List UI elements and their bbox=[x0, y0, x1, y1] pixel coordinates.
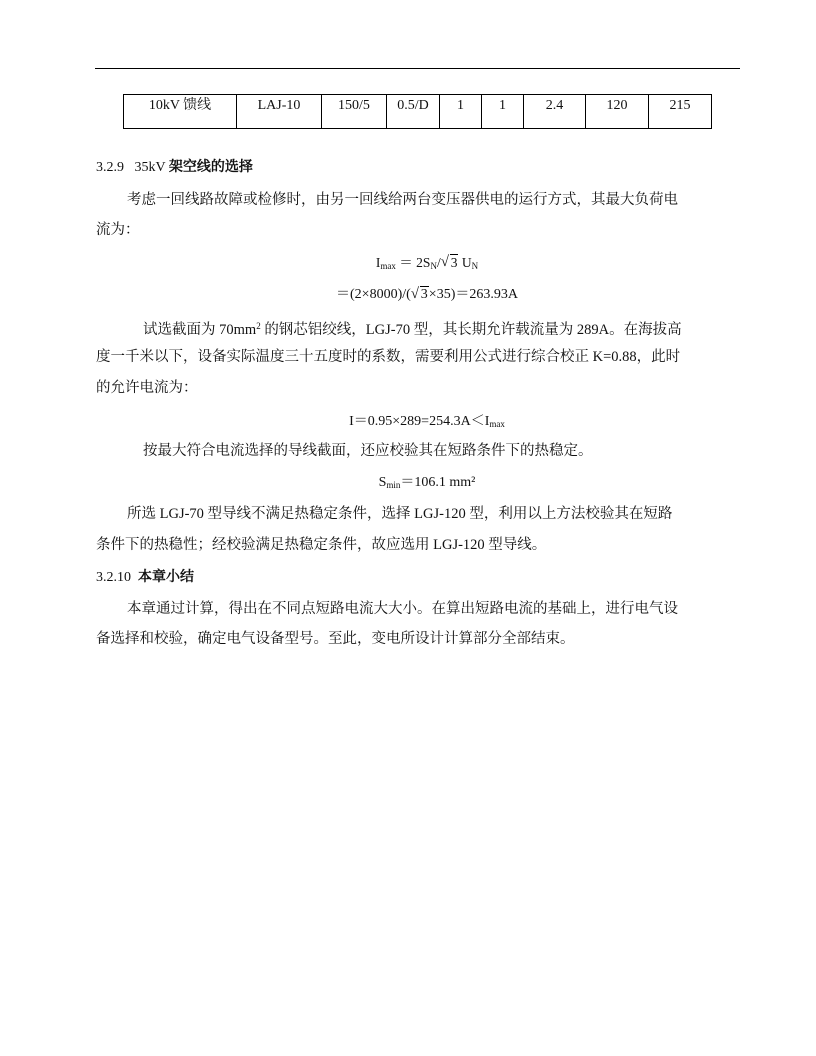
table-row bbox=[124, 95, 712, 129]
paragraph-line: 本章通过计算，得出在不同点短路电流大大小。在算出短路电流的基础上，进行电气设 bbox=[127, 601, 678, 617]
section-title: 架空线的选择 bbox=[168, 160, 253, 175]
section-number: 3.2.10 bbox=[96, 570, 131, 585]
table-cell: 2.4 bbox=[524, 95, 586, 129]
paragraph-line: 备选择和校验，确定电气设备型号。至此，变电所设计计算部分全部结束。 bbox=[96, 631, 575, 647]
paragraph-line: 的允许电流为： bbox=[96, 380, 198, 396]
section-heading-3-2-10 bbox=[96, 568, 194, 588]
sqrt-symbol: √ 3 bbox=[440, 254, 458, 270]
table-cell: 150/5 bbox=[322, 95, 387, 129]
formula-result: ＝(2×8000)/( √ 3×35)＝263.93A bbox=[96, 285, 758, 305]
formula-imax: $I_{max} = 2S_N/$ √ 3 $U_N$ bbox=[375, 254, 479, 271]
equipment-table bbox=[123, 94, 712, 129]
paragraph-line: 所选 LGJ-70 型导线不满足热稳定条件，选择 LGJ-120 型，利用以上方法校验其在短路 bbox=[127, 506, 673, 522]
table-cell: 0.5/D bbox=[387, 95, 440, 129]
table-cell: 215 bbox=[649, 95, 712, 129]
paragraph-line: 条件下的热稳性；经校验满足热稳定条件，故应选用 LGJ-120 型导线。 bbox=[96, 537, 547, 553]
table-cell: 120 bbox=[586, 95, 649, 129]
table-cell: LAJ-10 bbox=[237, 95, 322, 129]
paragraph-line: 试选截面为 $70mm^2$ 的钢芯铝绞线，LGJ-70 型，其长期允许载流量为 289A。在海拔高 bbox=[143, 321, 682, 338]
section-number: 3.2.9 bbox=[96, 160, 124, 175]
formula-smin: $S_{min}=106.1$ mm² bbox=[378, 475, 476, 490]
sqrt-symbol: √ 3 bbox=[410, 286, 428, 302]
paragraph-line: 流为： bbox=[96, 222, 140, 238]
section-title: 本章小结 bbox=[138, 570, 194, 585]
formula-allowed-current: $I=0.95\times 289=254.3A<I_{max}$ bbox=[349, 414, 505, 429]
header-rule bbox=[95, 68, 740, 69]
paragraph-line: 按最大符合电流选择的导线截面，还应校验其在短路条件下的热稳定。 bbox=[143, 443, 593, 459]
paragraph-line: 考虑一回线路故障或检修时，由另一回线给两台变压器供电的运行方式，其最大负荷电 bbox=[127, 192, 678, 208]
section-title-kv: 35kV bbox=[134, 160, 166, 175]
section-heading-3-2-9 bbox=[96, 158, 253, 178]
paragraph-line: 度一千米以下，设备实际温度三十五度时的系数，需要利用公式进行综合校正 K=0.88，此时 bbox=[96, 349, 681, 365]
table-cell: 1 bbox=[482, 95, 524, 129]
table-cell: 1 bbox=[440, 95, 482, 129]
table-cell: 10kV 馈线 bbox=[124, 95, 237, 129]
